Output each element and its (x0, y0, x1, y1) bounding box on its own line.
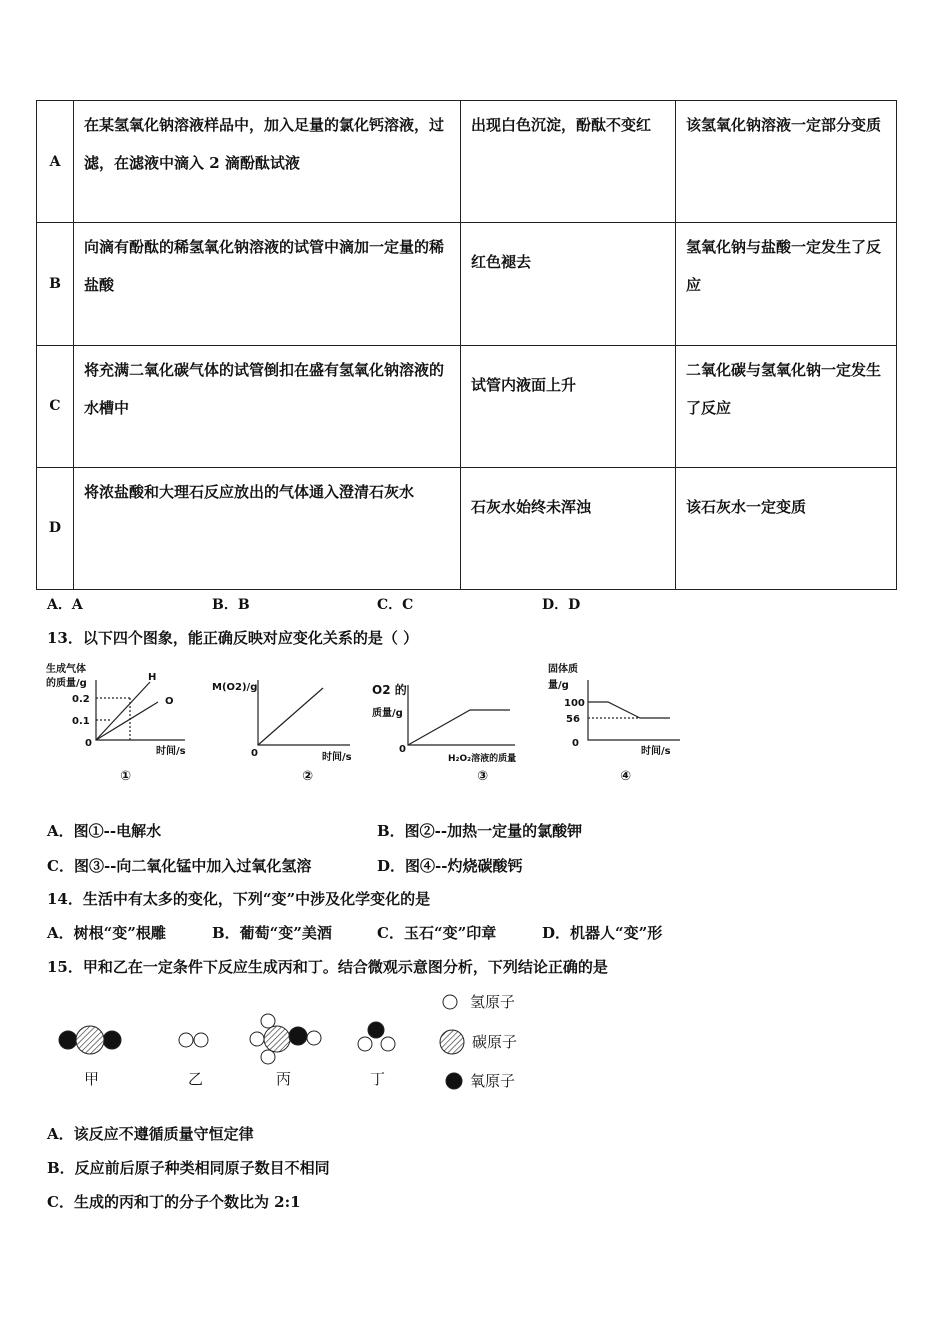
q14-choice-a: A．树根“变”根雕 (47, 924, 166, 942)
graph1-ylabel-2: 的质量/g (46, 678, 87, 689)
graph1-tick: 0.2 (72, 694, 90, 705)
graph3-ylabel-2: 质量/g (372, 708, 403, 719)
row-phenomenon: 出现白色沉淀，酚酞不变红 (461, 101, 676, 223)
molecule-label: 乙 (188, 1070, 204, 1088)
q15-choice-b: B．反应前后原子种类相同原子数目不相同 (47, 1159, 330, 1177)
q15-molecule-diagram (40, 985, 560, 1095)
table-row (37, 345, 897, 467)
q14-stem: 14．生活中有太多的变化，下列“变”中涉及化学变化的是 (47, 890, 431, 908)
graph1-line-o (96, 702, 158, 740)
graph4-line (588, 702, 670, 718)
molecule-ding (358, 1022, 395, 1051)
graph2-xlabel: 时间/s (322, 752, 352, 763)
row-option: D (37, 467, 74, 589)
graph4-tick: 56 (566, 714, 580, 725)
graph4-caption: ④ (620, 769, 632, 784)
legend-label: 氧原子 (470, 1072, 516, 1090)
experiment-table (36, 100, 897, 590)
graph4-tick: 0 (572, 738, 579, 749)
graph4-ylabel-1: 固体质 (548, 664, 578, 675)
row-conclusion: 氢氧化钠与盐酸一定发生了反应 (676, 223, 897, 345)
q12-choice-b: B．B (212, 597, 250, 613)
legend-oxygen-icon (446, 1073, 462, 1089)
q13-choice-c: C．图③--向二氧化锰中加入过氧化氢溶 (47, 857, 312, 875)
graph2-ylabel: M(O2)/g (212, 682, 258, 693)
graph1-xlabel: 时间/s (156, 746, 186, 757)
graph3-ylabel-1: O2 的 (372, 683, 407, 697)
molecule-label: 丁 (370, 1070, 386, 1088)
graph2-line (258, 688, 323, 745)
row-phenomenon: 试管内液面上升 (461, 345, 676, 467)
q12-choice-a: A．A (47, 597, 83, 613)
graph3-line (408, 710, 510, 745)
graph3-caption: ③ (477, 769, 489, 784)
molecule-yi (179, 1033, 208, 1047)
legend-hydrogen-icon (443, 995, 457, 1009)
graph2-axes (258, 680, 350, 745)
row-conclusion: 二氧化碳与氢氧化钠一定发生了反应 (676, 345, 897, 467)
q13-choice-d: D．图④--灼烧碳酸钙 (377, 857, 523, 875)
graph1-ylabel-1: 生成气体 (46, 664, 86, 675)
row-phenomenon: 石灰水始终未浑浊 (461, 467, 676, 589)
row-option: A (37, 101, 74, 223)
table-row (37, 467, 897, 589)
table-row (37, 101, 897, 223)
row-conclusion: 该石灰水一定变质 (676, 467, 897, 589)
row-operation: 在某氢氧化钠溶液样品中，加入足量的氯化钙溶液，过滤，在滤液中滴入 2 滴酚酞试液 (74, 101, 461, 223)
graph3-origin: 0 (399, 744, 406, 755)
row-operation: 将浓盐酸和大理石反应放出的气体通入澄清石灰水 (74, 467, 461, 589)
q15-choice-a: A．该反应不遵循质量守恒定律 (47, 1125, 254, 1143)
q13-choice-b: B．图②--加热一定量的氯酸钾 (377, 822, 583, 840)
row-conclusion: 该氢氧化钠溶液一定部分变质 (676, 101, 897, 223)
graph4-tick: 100 (564, 698, 585, 709)
q12-choice-d: D．D (542, 597, 581, 613)
q14-choice-b: B．葡萄“变”美酒 (212, 924, 332, 942)
graph1-tick: 0.1 (72, 716, 90, 727)
q13-graphs (40, 660, 700, 790)
row-operation: 将充满二氧化碳气体的试管倒扣在盛有氢氧化钠溶液的水槽中 (74, 345, 461, 467)
graph1-curve-label: O (165, 696, 174, 707)
q15-choice-c: C．生成的丙和丁的分子个数比为 2:1 (47, 1193, 301, 1211)
q15-stem: 15．甲和乙在一定条件下反应生成丙和丁。结合微观示意图分析，下列结论正确的是 (47, 958, 608, 976)
legend-label: 氢原子 (470, 993, 516, 1011)
graph1-curve-label: H (148, 672, 157, 683)
q14-choice-c: C．玉石“变”印章 (377, 924, 497, 942)
q13-stem: 13．以下四个图象，能正确反映对应变化关系的是（ ） (47, 629, 419, 647)
graph1-caption: ① (120, 769, 132, 784)
molecule-label: 丙 (276, 1070, 292, 1088)
graph4-ylabel-2: 量/g (548, 680, 569, 691)
graph4-axes (588, 680, 680, 740)
molecule-bing (250, 1014, 321, 1064)
graph1-axes (96, 680, 185, 740)
molecule-label: 甲 (84, 1070, 100, 1088)
row-phenomenon: 红色褪去 (461, 223, 676, 345)
row-option: B (37, 223, 74, 345)
graph1-tick: 0 (85, 738, 92, 749)
graph3-xlabel: H₂O₂溶液的质量 (448, 754, 517, 764)
legend-label: 碳原子 (472, 1033, 518, 1051)
graph4-xlabel: 时间/s (641, 746, 671, 757)
table-row (37, 223, 897, 345)
q12-choice-c: C．C (377, 597, 414, 613)
graph2-origin: 0 (251, 748, 258, 759)
legend-carbon-icon (440, 1030, 464, 1054)
q14-choice-d: D．机器人“变”形 (542, 924, 663, 942)
row-operation: 向滴有酚酞的稀氢氧化钠溶液的试管中滴加一定量的稀盐酸 (74, 223, 461, 345)
row-option: C (37, 345, 74, 467)
q13-choice-a: A．图①--电解水 (47, 822, 162, 840)
molecule-jia (59, 1026, 121, 1054)
graph2-caption: ② (302, 769, 314, 784)
graph1-line-h (96, 682, 150, 740)
